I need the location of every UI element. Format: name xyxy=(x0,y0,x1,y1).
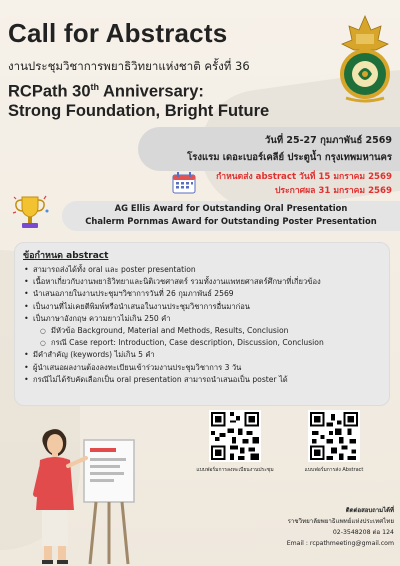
contact-heading: ติดต่อสอบถามได้ที่ xyxy=(345,507,394,514)
contact-block xyxy=(240,505,394,549)
oral-award: AG Ellis Award for Outstanding Oral Presentation xyxy=(114,203,348,213)
college-seal-icon xyxy=(336,14,394,104)
list-item: • นำเสนอภายในงานประชุมฯวิชาการวันที่ 26 กุมภาพันธ์ 2569 xyxy=(23,288,381,300)
announcement-date: ประกาศผล 31 มกราคม 2569 xyxy=(274,186,392,196)
theme-line1-sup: th xyxy=(90,82,100,92)
list-item: • เป็นงานที่ไม่เคยตีพิมพ์หรือนำเสนอในงานประชุมวิชาการอื่นมาก่อน xyxy=(23,301,381,313)
list-item: • กรณีไม่ได้รับคัดเลือกเป็น oral presentation สามารถนำเสนอเป็น poster ได้ xyxy=(23,374,381,386)
event-venue: โรงแรม เดอะเบอร์เคลีย์ ประตูน้ำ กรุงเทพมหานคร xyxy=(187,152,392,163)
abstract-rules-panel xyxy=(14,242,390,406)
poster-award: Chalerm Pornmas Award for Outstanding Poster Presentation xyxy=(85,216,377,226)
contact-email[interactable]: Email : rcpathmeeting@gmail.com xyxy=(286,540,394,547)
theme-line1-pre: RCPath 30 xyxy=(8,82,91,101)
theme-heading xyxy=(8,78,269,121)
list-item: • เนื้อหาเกี่ยวกับงานพยาธิวิทยาและนิติเวชศาสตร์ รวมทั้งงานแพทยศาสตร์ศึกษาที่เกี่ยวข้อง xyxy=(23,276,381,288)
awards-box xyxy=(62,201,400,231)
list-item: • สามารถส่งได้ทั้ง oral และ poster presentation xyxy=(23,264,381,276)
conference-subtitle: งานประชุมวิชาการพยาธิวิทยาแห่งชาติ ครั้งที่ 36 xyxy=(8,59,250,73)
registration-qr-code[interactable] xyxy=(209,410,261,462)
list-item: • มีคำสำคัญ (keywords) ไม่เกิน 5 คำ xyxy=(23,349,381,361)
list-item: • ผู้นำเสนอผลงานต้องลงทะเบียนเข้าร่วมงานประชุมวิชาการ 3 วัน xyxy=(23,362,381,374)
abstract-deadline: กำหนดส่ง abstract วันที่ 15 มกราคม 2569 xyxy=(216,172,392,182)
list-subitem: ○ มีหัวข้อ Background, Material and Methods, Results, Conclusion xyxy=(23,325,381,337)
list-subitem: ○ กรณี Case report: Introduction, Case description, Discussion, Conclusion xyxy=(23,337,381,349)
list-item: • เป็นภาษาอังกฤษ ความยาวไม่เกิน 250 คำ xyxy=(23,313,381,325)
abstract-submission-qr-code[interactable] xyxy=(308,410,360,462)
event-date-box xyxy=(138,127,400,171)
event-date: วันที่ 25-27 กุมภาพันธ์ 2569 xyxy=(264,135,392,146)
page-title: Call for Abstracts xyxy=(8,18,228,48)
trophy-icon xyxy=(10,193,50,231)
rules-list xyxy=(23,264,381,386)
rules-heading: ข้อกำหนด abstract xyxy=(23,251,109,261)
contact-organization: ราชวิทยาลัยพยาธิแพทย์แห่งประเทศไทย xyxy=(287,518,394,525)
abstract-qr-label: แบบฟอร์มการส่ง Abstract xyxy=(304,467,364,473)
theme-line1-post: Anniversary: xyxy=(99,82,204,101)
theme-line2: Strong Foundation, Bright Future xyxy=(8,101,270,120)
deadline-block xyxy=(216,170,392,198)
registration-qr-label: แบบฟอร์มการลงทะเบียนงานประชุม xyxy=(196,467,274,473)
presenter-illustration xyxy=(6,418,156,566)
calendar-icon xyxy=(172,172,196,194)
contact-phone: 02-3548208 ต่อ 124 xyxy=(332,529,394,536)
